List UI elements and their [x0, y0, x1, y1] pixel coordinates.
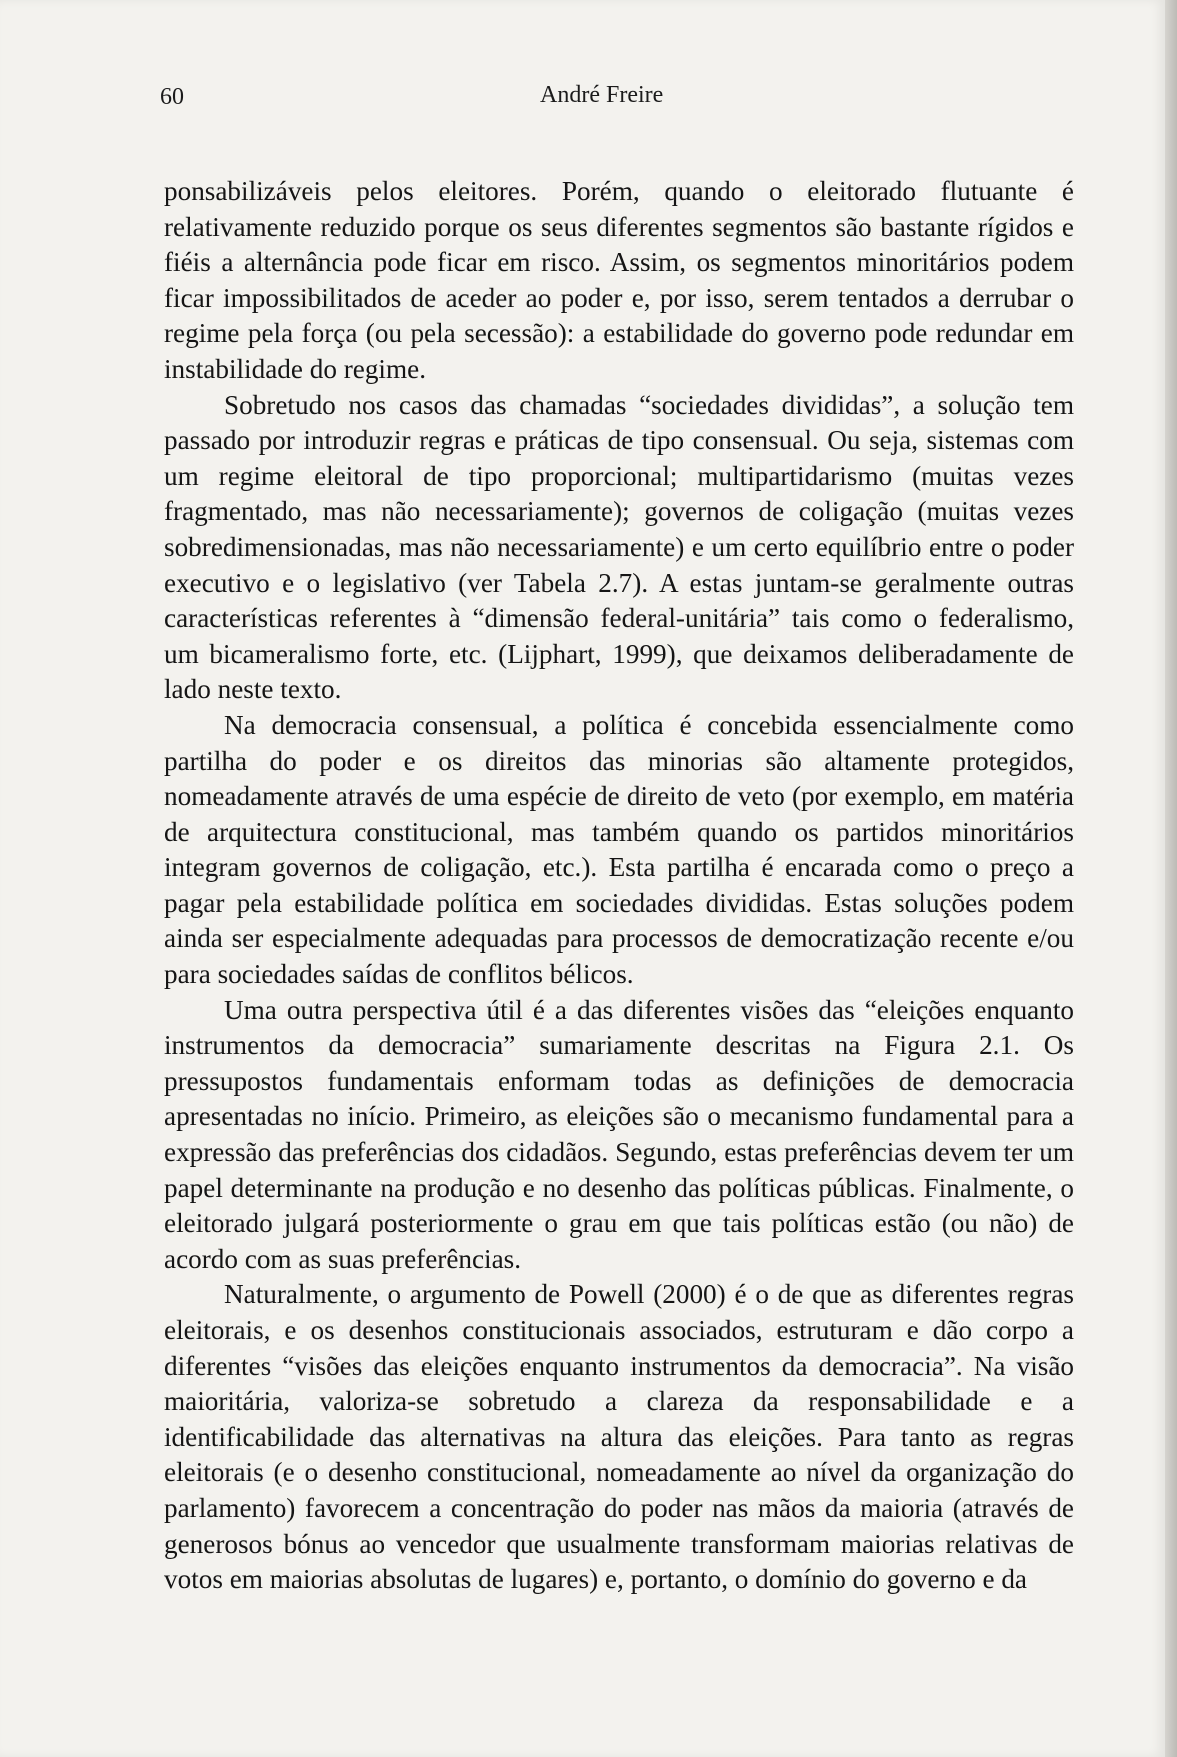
page-number: 60 [160, 84, 184, 110]
running-head-author: André Freire [540, 82, 664, 108]
paragraph: ponsabilizáveis pelos eleitores. Porém, quando o eleitorado flutuante é relativamente reduzido porque os seus diferentes segmentos são bastante rígidos e fiéis a alternância pode ficar em risco. Assim, os segmentos minoritários podem ficar impossibilitados de aceder ao poder e, por isso, serem tentados a derrubar o regime pela força (ou pela secessão): a estabilidade do governo pode redundar em instabilidade do regime. [164, 176, 1074, 384]
body-text [164, 174, 1074, 1598]
paragraph: Uma outra perspectiva útil é a das diferentes visões das “eleições enquanto instrumentos da democracia” sumariamente descritas na Figura 2.1. Os pressupostos fundamentais enformam todas as definições de democracia apresentadas no início. Primeiro, as eleições são o mecanismo fundamental para a expressão das preferências dos cidadãos. Segundo, estas preferências devem ter um papel determinante na produção e no desenho das políticas públicas. Finalmente, o eleitorado julgará posteriormente o grau em que tais políticas estão (ou não) de acordo com as suas preferências. [164, 994, 1074, 1274]
paragraph: Na democracia consensual, a política é concebida essencialmente como partilha do poder e os direitos das minorias são altamente protegidos, nomeadamente através de uma espécie de direito de veto (por exemplo, em matéria de arquitectura constitucional, mas também quando os partidos minoritários integram governos de coligação, etc.). Esta partilha é encarada como o preço a pagar pela estabilidade política em sociedades divididas. Estas soluções podem ainda ser especialmente adequadas para processos de democratização recente e/ou para sociedades saídas de conflitos bélicos. [164, 709, 1074, 990]
page-header [160, 78, 1080, 118]
paragraph: Naturalmente, o argumento de Powell (2000) é o de que as diferentes regras eleitorais, e os desenhos constitucionais associados, estruturam e dão corpo a diferentes “visões das eleições enquanto instrumentos da democracia”. Na visão maioritária, valoriza-se sobretudo a clareza da responsabilidade e a identificabilidade das alternativas na altura das eleições. Para tanto as regras eleitorais (e o desenho constitucional, nomeadamente ao nível da organização do parlamento) favorecem a concentração do poder nas mãos da maioria (através de generosos bónus ao vencedor que usualmente transformam maiorias relativas de votos em maiorias absolutas de lugares) e, portanto, o domínio do governo e da [164, 1279, 1074, 1595]
paragraph: Sobretudo nos casos das chamadas “sociedades divididas”, a solução tem passado por introduzir regras e práticas de tipo consensual. Ou seja, sistemas com um regime eleitoral de tipo proporcional; multipartidarismo (muitas vezes fragmentado, mas não necessariamente); governos de coligação (muitas vezes sobredimensionadas, mas não necessariamente) e um certo equilíbrio entre o poder executivo e o legislativo (ver Tabela 2.7). A estas juntam-se geralmente outras características referentes à “dimensão federal-unitária” tais como o federalismo, um bicameralismo forte, etc. (Lijphart, 1999), que deixamos deliberadamente de lado neste texto. [164, 389, 1074, 705]
page-edge-shadow [1165, 0, 1177, 1757]
